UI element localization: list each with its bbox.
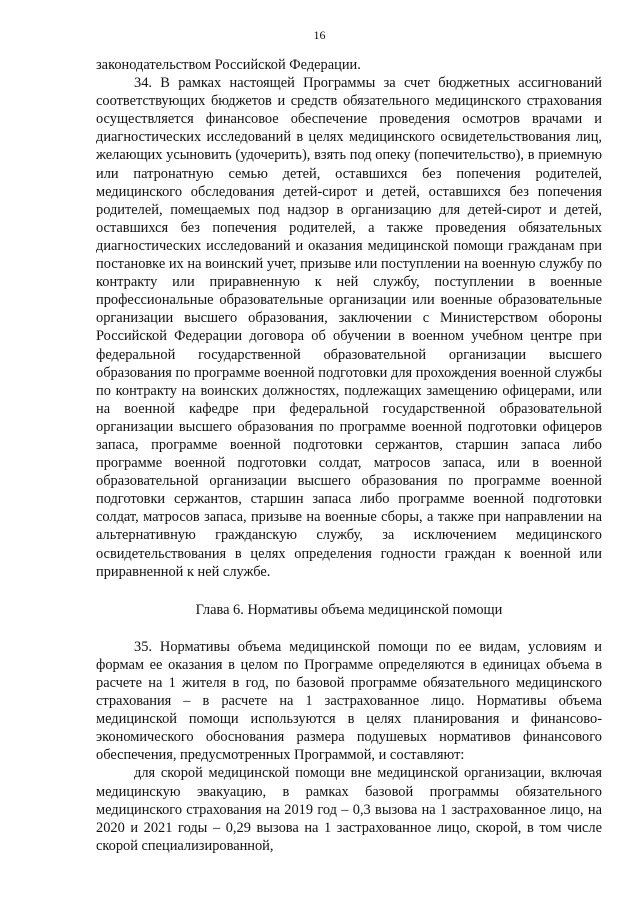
chapter-heading: Глава 6. Нормативы объема медицинской помощи [195,601,503,618]
paragraph-continuation: законодательством Российской Федерации. [96,57,361,73]
paragraph-34: 34. В рамках настоящей Программы за счет бюджетных ассигнований соответствующих бюджетов и средств обязательного медицинского страхования осуществляется финансовое обеспечение проведения осмотров врачами и диагностических исследований в целях медицинского освидетельствования лиц, желающих усыновить (удочерить), взять под опеку (попечительство), в приемную или патронатную семью детей, оставшихся без попечения родителей, медицинского обследования детей-сирот и детей, оставшихся без попечения родителей, помещаемых под надзор в организацию для детей-сирот и детей, оставшихся без попечения родителей, а также проведения обязательных диагностических исследований и оказания медицинской помощи гражданам при постановке их на воинский учет, призыве или поступлении на военную службу по контракту или приравненную к ней службу, поступлении в военные профессиональные образовательные организации или военные образовательные организации высшего образования, заключении с Министерством обороны Российской Федерации договора об обучении в военном учебном центре при федеральной государственной образовательной организации высшего образования по программе военной подготовки для прохождения военной службы по контракту на воинских должностях, подлежащих замещению офицерами, или на военной кафедре при федеральной государственной образовательной организации высшего образования по программе военной подготовки офицеров запаса, программе военной подготовки сержантов, старшин запаса либо программе военной подготовки солдат, матросов запаса, или в военной образовательной организации высшего образования по программе военной подготовки сержантов, старшин запаса либо программе военной подготовки солдат, матросов запаса, призыве на военные сборы, а также при направлении на альтернативную гражданскую службу, за исключением медицинского освидетельствования в целях определения годности граждан к военной или приравненной к ней службе. [96,75,602,580]
paragraph-emergency-care: для скорой медицинской помощи вне медицинской организации, включая медицинскую эвакуацию, в рамках базовой программы обязательного медицинского страхования на 2019 год – 0,3 вызова на 1 застрахованное лицо, на 2020 и 2021 годы – 0,29 вызова на 1 застрахованное лицо, скорой, в том числе скорой специализированной, [96,765,602,854]
page-number: 16 [313,28,326,42]
document-body [96,56,602,855]
paragraph-35: 35. Нормативы объема медицинской помощи по ее видам, условиям и формам ее оказания в целом по Программе определяются в единицах объема в расчете на 1 жителя в год, по базовой программе обязательного медицинского страхования – в расчете на 1 застрахованное лицо. Нормативы объема медицинской помощи используются в целях планирования и финансово-экономического обоснования размера подушевых нормативов финансового обеспечения, предусмотренных Программой, и составляют: [96,638,602,764]
